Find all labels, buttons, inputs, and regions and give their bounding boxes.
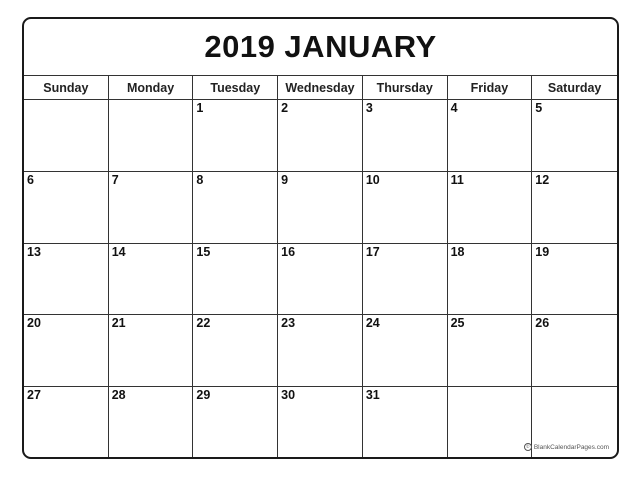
day-cell (109, 100, 194, 171)
week-row (24, 172, 617, 244)
day-cell (532, 100, 617, 171)
day-number: 25 (450, 316, 465, 331)
day-number: 27 (27, 388, 41, 403)
site-credit (524, 443, 609, 451)
day-cell (448, 100, 533, 171)
day-cell (24, 244, 109, 315)
day-cell (363, 387, 448, 459)
day-number: 31 (365, 388, 380, 403)
day-cell (193, 315, 278, 386)
weekday-monday: Monday (109, 76, 194, 99)
day-cell (193, 172, 278, 243)
weekday-tuesday: Tuesday (193, 76, 278, 99)
weekday-sunday: Sunday (24, 76, 109, 99)
day-number: 5 (535, 101, 543, 115)
weekday-header-row (24, 76, 617, 100)
day-cell (532, 172, 617, 243)
weekday-thursday: Thursday (363, 76, 448, 99)
week-row (24, 100, 617, 172)
day-cell (24, 387, 109, 459)
day-cell (109, 387, 194, 459)
day-number: 12 (535, 172, 550, 187)
day-number: 17 (365, 244, 380, 259)
calendar-weeks (24, 100, 617, 459)
calendar-title: 2019 JANUARY (24, 19, 617, 76)
day-number: 23 (281, 316, 296, 331)
day-cell (193, 100, 278, 171)
day-number: 6 (27, 172, 34, 187)
day-number: 18 (450, 244, 465, 259)
day-cell (278, 387, 363, 459)
day-number: 21 (111, 316, 126, 331)
day-cell (532, 244, 617, 315)
day-cell (448, 315, 533, 386)
day-cell (448, 387, 533, 459)
day-cell (109, 244, 194, 315)
day-number: 22 (196, 316, 211, 331)
day-cell (109, 315, 194, 386)
day-number: 16 (281, 244, 296, 259)
day-number: 1 (196, 101, 204, 115)
day-cell (193, 244, 278, 315)
day-number: 29 (196, 388, 211, 403)
weekday-wednesday: Wednesday (278, 76, 363, 99)
week-row (24, 244, 617, 316)
day-number: 11 (450, 172, 464, 187)
day-cell (532, 315, 617, 386)
week-row (24, 315, 617, 387)
day-cell (278, 244, 363, 315)
calendar-frame (22, 17, 619, 459)
day-cell (278, 100, 363, 171)
day-cell (278, 315, 363, 386)
day-number: 8 (196, 172, 204, 187)
day-number: 24 (365, 316, 380, 331)
day-number: 9 (281, 172, 289, 187)
day-cell (363, 244, 448, 315)
day-number: 14 (111, 244, 126, 259)
day-cell (363, 100, 448, 171)
weekday-saturday: Saturday (547, 80, 602, 95)
day-number: 4 (450, 101, 458, 115)
day-cell (24, 100, 109, 171)
copyright-icon: © (524, 443, 532, 451)
day-number: 28 (111, 388, 126, 403)
day-cell (24, 315, 109, 386)
day-number: 7 (111, 172, 119, 187)
day-number: 10 (365, 172, 380, 187)
day-number: 2 (281, 101, 289, 115)
day-number: 30 (281, 388, 296, 403)
day-cell (109, 172, 194, 243)
day-cell (448, 244, 533, 315)
site-credit-text: BlankCalendarPages.com (533, 443, 609, 451)
day-cell (24, 172, 109, 243)
day-cell (363, 315, 448, 386)
day-cell (448, 172, 533, 243)
day-cell (193, 387, 278, 459)
day-cell (363, 172, 448, 243)
day-number: 19 (535, 244, 550, 259)
day-number: 3 (365, 101, 373, 115)
day-number: 20 (27, 316, 41, 331)
day-number: 13 (27, 244, 41, 259)
day-number: 15 (196, 244, 211, 259)
day-number: 26 (535, 316, 550, 331)
day-cell (278, 172, 363, 243)
weekday-friday: Friday (448, 76, 533, 99)
